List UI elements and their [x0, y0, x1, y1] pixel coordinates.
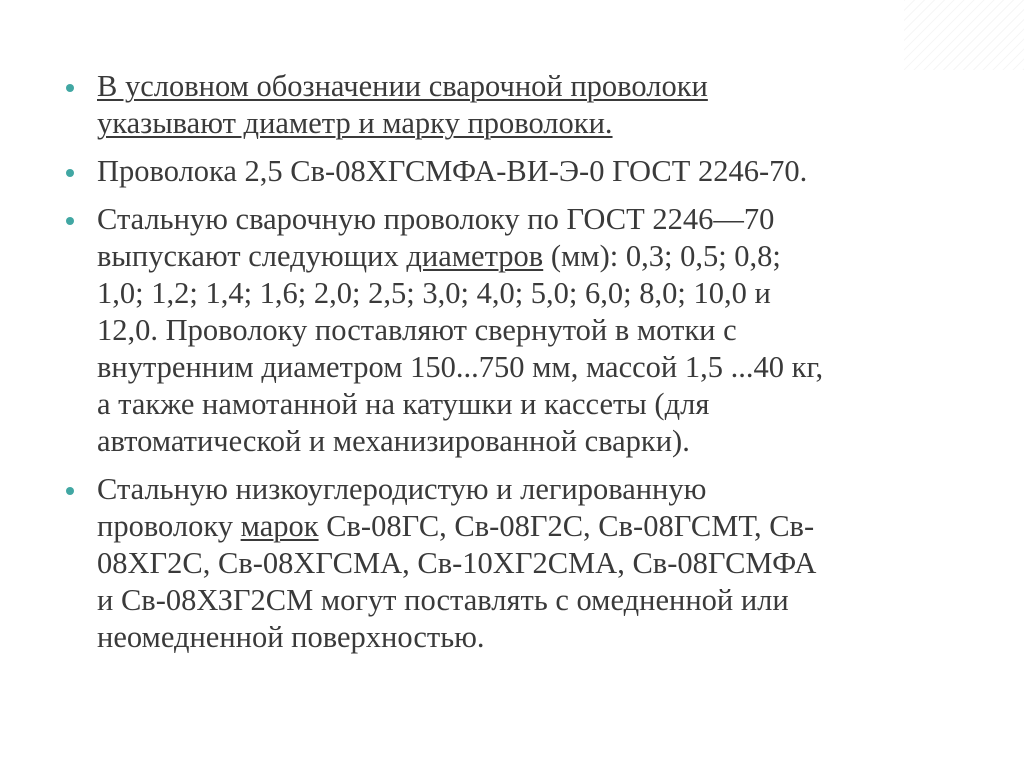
bullet-dot-icon	[66, 169, 74, 177]
bullet-list	[66, 68, 966, 667]
bullet-item-grades	[66, 471, 966, 656]
bullet-3-line-6: а также намотанной на катушки и кассеты (для	[97, 387, 710, 421]
bullet-3-line-7: автоматической и механизированной сварки).	[97, 424, 690, 458]
bullet-dot-icon	[66, 487, 74, 495]
bullet-4-line-2-after: Св-08ГС, Св-08Г2С, Св-08ГСМТ, Св-	[318, 509, 815, 543]
bullet-dot-icon	[66, 84, 74, 92]
bullet-item-example	[66, 153, 966, 190]
corner-decoration	[904, 0, 1024, 70]
bullet-3-line-2-before: выпускают следующих	[97, 239, 407, 273]
bullet-3-line-1: Стальную сварочную проволоку по ГОСТ 2246—70	[97, 202, 775, 236]
bullet-4-line-2-before: проволоку	[97, 509, 241, 543]
bullet-3-line-3: 1,0; 1,2; 1,4; 1,6; 2,0; 2,5; 3,0; 4,0; 5,0; 6,0; 8,0; 10,0 и	[97, 276, 771, 310]
bullet-3-line-2-after: (мм): 0,3; 0,5; 0,8;	[543, 239, 781, 273]
grades-link[interactable]: марок	[240, 509, 319, 543]
bullet-item-marking	[66, 68, 966, 142]
bullet-item-diameters	[66, 201, 966, 460]
diameters-link[interactable]: диаметров	[406, 239, 544, 273]
bullet-dot-icon	[66, 217, 74, 225]
bullet-3-line-4: 12,0. Проволоку поставляют свернутой в мотки с	[97, 313, 737, 347]
bullet-2-line-1: Проволока 2,5 Св-08ХГСМФА-ВИ-Э-0 ГОСТ 2246-70.	[97, 154, 808, 188]
bullet-3-line-5: внутренним диаметром 150...750 мм, массой 1,5 ...40 кг,	[97, 350, 824, 384]
bullet-1-line-1: В условном обозначении сварочной проволоки	[97, 69, 708, 103]
bullet-4-line-1: Стальную низкоуглеродистую и легированную	[97, 472, 707, 506]
bullet-4-line-2	[97, 508, 966, 545]
bullet-4-line-4: и Св-08ХЗГ2СМ могут поставлять с омедненной или	[97, 583, 789, 617]
bullet-3-line-2	[97, 238, 966, 275]
bullet-4-line-5: неомедненной поверхностью.	[97, 620, 485, 654]
bullet-1-line-2: указывают диаметр и марку проволоки.	[97, 106, 613, 140]
bullet-4-line-3: 08ХГ2С, Св-08ХГСМА, Св-10ХГ2СМА, Св-08ГСМФА	[97, 546, 817, 580]
